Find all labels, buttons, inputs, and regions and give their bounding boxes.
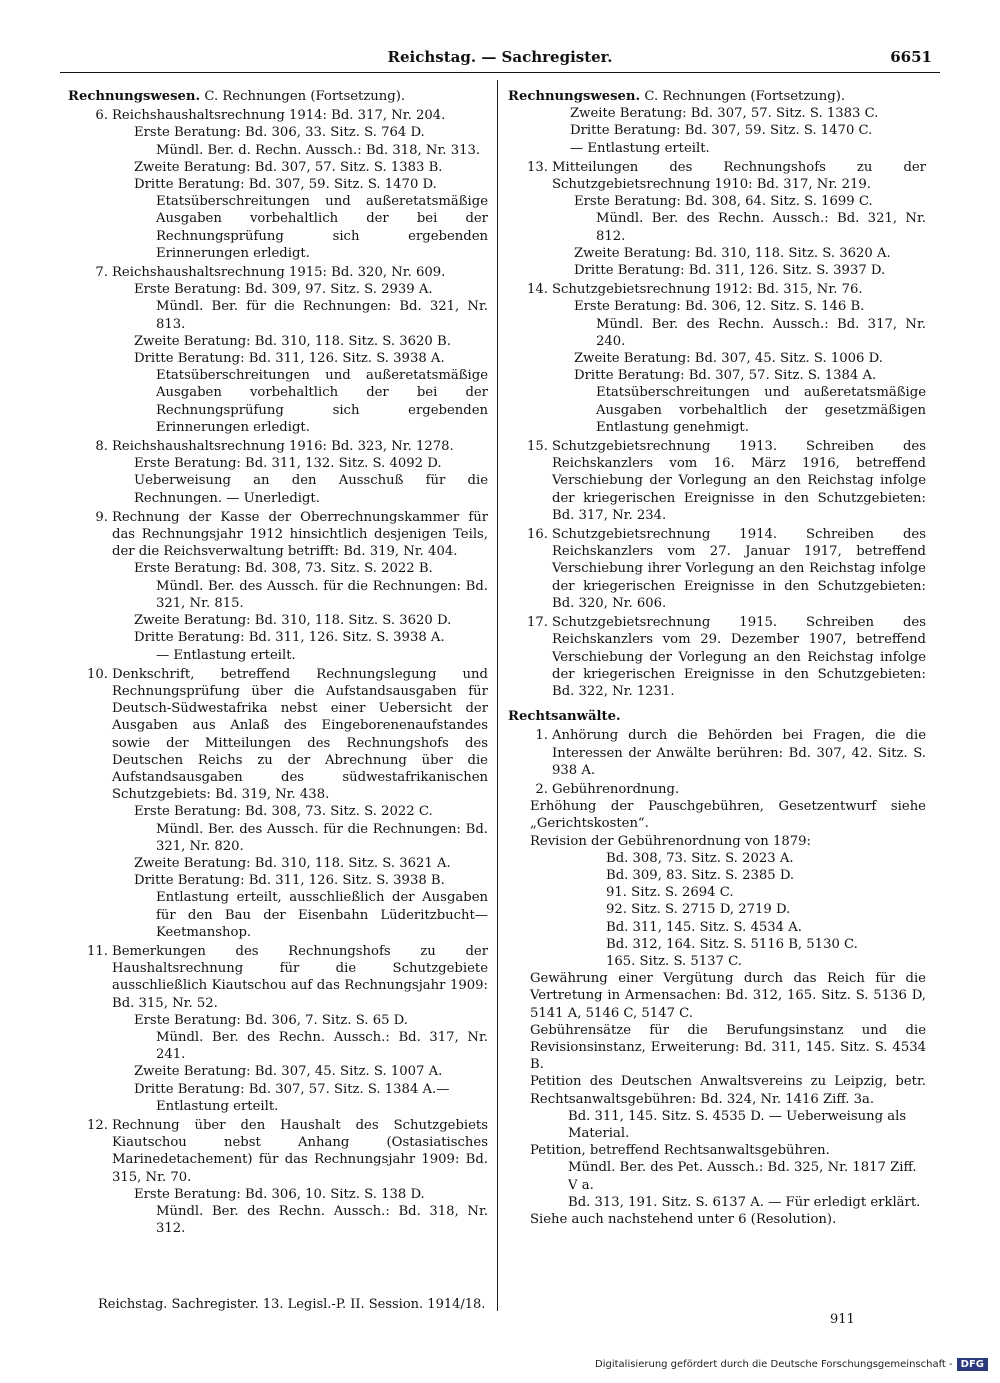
entry-detail: Entlastung erteilt. bbox=[156, 1098, 279, 1114]
entry-detail: Entlastung erteilt, ausschließlich der Ausgaben für den Bau der Eisenbahn Lüderitzbucht—Keetmanshop. bbox=[156, 890, 488, 940]
entry-detail: Zweite Beratung: Bd. 310, 118. Sitz. S. 3621 A. bbox=[134, 855, 451, 871]
entry-number: 17. bbox=[527, 615, 548, 631]
continuation-line: Zweite Beratung: Bd. 307, 57. Sitz. S. 1383 C. bbox=[570, 106, 879, 122]
footer-imprint: Reichstag. Sachregister. 13. Legisl.-P. II. Session. 1914/18. bbox=[98, 1297, 486, 1312]
entry-detail: Erste Beratung: Bd. 309, 97. Sitz. S. 2939 A. bbox=[134, 282, 433, 298]
entry-title: Reichshaushaltsrechnung 1916: Bd. 323, Nr. 1278. bbox=[112, 439, 454, 455]
entry-detail: Mündl. Ber. des Pet. Aussch.: Bd. 325, Nr. 1817 Ziff. V a. bbox=[568, 1160, 917, 1193]
entry-detail: Bd. 312, 164. Sitz. S. 5116 B, 5130 C. bbox=[606, 936, 858, 952]
entry-title: Schutzgebietsrechnung 1912: Bd. 315, Nr. 76. bbox=[552, 282, 863, 298]
entry-detail: Bd. 311, 145. Sitz. S. 4534 A. bbox=[606, 919, 802, 935]
entry-detail: Revision der Gebührenordnung von 1879: bbox=[530, 833, 812, 849]
entry-detail: Zweite Beratung: Bd. 310, 118. Sitz. S. 3620 A. bbox=[574, 245, 891, 261]
entry-title: Bemerkungen des Rechnungshofs zu der Haushaltsrechnung für die Schutzgebiete ausschließlich Kiautschou auf das Rechnungsjahr 1909: Bd. 315, Nr. 52. bbox=[112, 943, 488, 1011]
entry-number: 11. bbox=[87, 943, 108, 959]
continuation-lines bbox=[508, 105, 926, 157]
entry-detail: Bd. 313, 191. Sitz. S. 6137 A. — Für erledigt erklärt. bbox=[568, 1194, 921, 1210]
section-subtitle: C. Rechnungen (Fortsetzung). bbox=[644, 89, 846, 104]
entry-detail: Zweite Beratung: Bd. 310, 118. Sitz. S. 3620 D. bbox=[134, 613, 452, 629]
section-title bbox=[508, 88, 926, 105]
dfg-logo-icon: DFG bbox=[957, 1358, 988, 1371]
entry-title: Denkschrift, betreffend Rechnungslegung und Rechnungsprüfung über die Aufstandsausgaben für Deutsch-Südwestafrika nebst einer Uebersicht der Ausgaben aus Anlaß des Eingeborenenaufstandes sowie der Mitteilungen des Rechnungshofs des Deutschen Reichs zu der Abrechnung über die Aufstandsausgaben des südwestafrikanischen Schutzgebiets: Bd. 319, Nr. 438. bbox=[112, 666, 488, 803]
entry-detail: 91. Sitz. S. 2694 C. bbox=[606, 885, 734, 901]
entry-detail: Etatsüberschreitungen und außeretatsmäßige Ausgaben vorbehaltlich der bei der Rechnungsprüfung sich ergebenden Erinnerungen erledigt. bbox=[156, 194, 488, 261]
entry-detail: Dritte Beratung: Bd. 307, 57. Sitz. S. 1384 A.— bbox=[134, 1081, 450, 1097]
entry-detail: Erste Beratung: Bd. 306, 10. Sitz. S. 138 D. bbox=[134, 1186, 425, 1202]
right-entries bbox=[508, 159, 926, 700]
section2-title-text: Rechtsanwälte. bbox=[508, 709, 621, 725]
entry-detail: Etatsüberschreitungen und außeretatsmäßige Ausgaben vorbehaltlich der bei der Rechnungsprüfung sich ergebenden Erinnerungen erledigt. bbox=[156, 368, 488, 435]
continuation-line: — Entlastung erteilt. bbox=[570, 140, 710, 156]
page-number: 6651 bbox=[890, 48, 932, 66]
entry-detail: Mündl. Ber. für die Rechnungen: Bd. 321, Nr. 813. bbox=[156, 299, 488, 332]
entry-detail: Erste Beratung: Bd. 308, 73. Sitz. S. 2022 C. bbox=[134, 804, 433, 820]
entry-detail: Erste Beratung: Bd. 306, 7. Sitz. S. 65 D. bbox=[134, 1012, 408, 1028]
entry-number: 6. bbox=[95, 108, 108, 124]
entry-item bbox=[508, 727, 926, 779]
entry-item bbox=[68, 1117, 488, 1237]
entry-item bbox=[508, 159, 926, 279]
entry-title: Rechnung über den Haushalt des Schutzgebiets Kiautschou nebst Anhang (Ostasiatisches Marinedetachement) für das Rechnungsjahr 1909: Bd. 315, Nr. 70. bbox=[112, 1117, 488, 1185]
entry-detail: Erste Beratung: Bd. 311, 132. Sitz. S. 4092 D. bbox=[134, 456, 442, 472]
entry-detail: Petition, betreffend Rechtsanwaltsgebühren. bbox=[530, 1143, 830, 1159]
entry-detail: Dritte Beratung: Bd. 311, 126. Sitz. S. 3938 B. bbox=[134, 873, 445, 889]
entry-title: Schutzgebietsrechnung 1914. Schreiben des Reichskanzlers vom 27. Januar 1917, betreffend Verschiebung ihrer Vorlegung an den Reichstag infolge der kriegerischen Ereignisse in den Schutzgebieten: Bd. 320, Nr. 606. bbox=[552, 527, 926, 611]
section2-title bbox=[508, 708, 926, 725]
dfg-credit bbox=[595, 1358, 988, 1371]
entry-number: 8. bbox=[95, 439, 108, 455]
entry-item bbox=[68, 107, 488, 262]
entry-detail: Gewährung einer Vergütung durch das Reich für die Vertretung in Armensachen: Bd. 312, 165. Sitz. S. 5136 D, 5141 A, 5146 C, 5147 C. bbox=[530, 971, 926, 1021]
entry-item bbox=[508, 526, 926, 612]
entry-title: Schutzgebietsrechnung 1915. Schreiben des Reichskanzlers vom 29. Dezember 1907, betreffend Verschiebung der Vorlegung an den Reichstag infolge der kriegerischen Ereignisse in den Schutzgebieten: Bd. 322, Nr. 1231. bbox=[552, 615, 926, 699]
entry-item bbox=[68, 943, 488, 1115]
section2-entries bbox=[508, 727, 926, 1228]
entry-detail: Dritte Beratung: Bd. 307, 59. Sitz. S. 1470 D. bbox=[134, 177, 437, 193]
section-title-main: Rechnungswesen. bbox=[508, 89, 641, 104]
entry-detail: 92. Sitz. S. 2715 D, 2719 D. bbox=[606, 902, 791, 918]
entry-number: 14. bbox=[527, 282, 548, 298]
entry-detail: 165. Sitz. S. 5137 C. bbox=[606, 953, 742, 969]
entry-detail: Erhöhung der Pauschgebühren, Gesetzentwurf siehe „Gerichtskosten“. bbox=[530, 799, 926, 832]
left-column bbox=[68, 88, 488, 1237]
left-entries bbox=[68, 107, 488, 1237]
entry-detail: Dritte Beratung: Bd. 311, 126. Sitz. S. 3938 A. bbox=[134, 630, 445, 646]
entry-detail: Dritte Beratung: Bd. 311, 126. Sitz. S. 3938 A. bbox=[134, 351, 445, 367]
entry-title: Reichshaushaltsrechnung 1915: Bd. 320, Nr. 609. bbox=[112, 265, 446, 281]
column-divider bbox=[497, 80, 498, 1311]
entry-number: 7. bbox=[95, 265, 108, 281]
entry-number: 10. bbox=[87, 666, 108, 682]
entry-detail: Gebührensätze für die Berufungsinstanz und die Revisionsinstanz, Erweiterung: Bd. 311, 145. Sitz. S. 4534 B. bbox=[530, 1022, 926, 1073]
entry-title: Anhörung durch die Behörden bei Fragen, die die Interessen der Anwälte berühren: Bd. 307, 42. Sitz. S. 938 A. bbox=[552, 728, 926, 778]
continuation-line: Dritte Beratung: Bd. 307, 59. Sitz. S. 1470 C. bbox=[570, 123, 873, 139]
entry-detail: Mündl. Ber. des Rechn. Aussch.: Bd. 318, Nr. 312. bbox=[156, 1204, 488, 1237]
entry-detail: Bd. 311, 145. Sitz. S. 4535 D. — Ueberweisung als Material. bbox=[568, 1108, 907, 1141]
entry-detail: Erste Beratung: Bd. 306, 33. Sitz. S. 764 D. bbox=[134, 125, 425, 141]
entry-detail: Dritte Beratung: Bd. 307, 57. Sitz. S. 1384 A. bbox=[574, 368, 877, 384]
entry-title: Rechnung der Kasse der Oberrechnungskammer für das Rechnungsjahr 1912 hinsichtlich desjenigen Teils, der die Reichsverwaltung betrifft: Bd. 319, Nr. 404. bbox=[112, 509, 488, 560]
page-header bbox=[60, 48, 940, 70]
right-column bbox=[508, 88, 926, 1228]
header-title: Reichstag. — Sachregister. bbox=[387, 48, 613, 66]
entry-item bbox=[68, 264, 488, 436]
footer-page-number: 911 bbox=[830, 1312, 855, 1327]
entry-detail: Siehe auch nachstehend unter 6 (Resolution). bbox=[530, 1212, 837, 1227]
entry-detail: Bd. 309, 83. Sitz. S. 2385 D. bbox=[606, 867, 795, 883]
entry-detail: — Entlastung erteilt. bbox=[156, 647, 296, 663]
entry-number: 13. bbox=[527, 159, 548, 175]
entry-detail: Mündl. Ber. des Rechn. Aussch.: Bd. 321, Nr. 812. bbox=[596, 211, 926, 244]
entry-detail: Erste Beratung: Bd. 308, 73. Sitz. S. 2022 B. bbox=[134, 561, 433, 577]
entry-number: 16. bbox=[527, 527, 548, 543]
entry-detail: Zweite Beratung: Bd. 307, 57. Sitz. S. 1383 B. bbox=[134, 159, 443, 175]
entry-number: 9. bbox=[95, 509, 108, 525]
entry-detail: Mündl. Ber. des Rechn. Aussch.: Bd. 317, Nr. 240. bbox=[596, 316, 926, 349]
entry-item bbox=[68, 438, 488, 507]
entry-item bbox=[68, 509, 488, 664]
entry-detail: Etatsüberschreitungen und außeretatsmäßige Ausgaben vorbehaltlich der gesetzmäßigen Entlastung genehmigt. bbox=[596, 385, 926, 435]
entry-detail: Bd. 308, 73. Sitz. S. 2023 A. bbox=[606, 850, 794, 866]
entry-number: 15. bbox=[527, 439, 548, 455]
entry-number: 12. bbox=[87, 1117, 108, 1133]
entry-item bbox=[508, 781, 926, 798]
entry-title: Reichshaushaltsrechnung 1914: Bd. 317, Nr. 204. bbox=[112, 108, 446, 124]
entry-detail: Zweite Beratung: Bd. 307, 45. Sitz. S. 1007 A. bbox=[134, 1064, 443, 1080]
entry-detail: Erste Beratung: Bd. 308, 64. Sitz. S. 1699 C. bbox=[574, 194, 873, 210]
entry-title: Gebührenordnung. bbox=[552, 781, 680, 797]
entry-item bbox=[508, 281, 926, 436]
entry-number: 1. bbox=[535, 728, 548, 744]
section-title bbox=[68, 88, 488, 105]
entry-detail: Dritte Beratung: Bd. 311, 126. Sitz. S. 3937 D. bbox=[574, 263, 886, 279]
entry-detail: Mündl. Ber. des Rechn. Aussch.: Bd. 317, Nr. 241. bbox=[156, 1029, 488, 1063]
entry-item bbox=[508, 438, 926, 524]
entry-detail: Mündl. Ber. d. Rechn. Aussch.: Bd. 318, Nr. 313. bbox=[156, 142, 481, 158]
entry-detail: Mündl. Ber. des Aussch. für die Rechnungen: Bd. 321, Nr. 815. bbox=[156, 578, 488, 611]
entry-detail: Petition des Deutschen Anwaltsvereins zu Leipzig, betr. Rechtsanwaltsgebühren: Bd. 324, Nr. 1416 Ziff. 3a. bbox=[530, 1074, 926, 1107]
dfg-credit-text: Digitalisierung gefördert durch die Deutsche Forschungsgemeinschaft - bbox=[595, 1359, 953, 1370]
entry-number: 2. bbox=[535, 781, 548, 797]
entry-title: Mitteilungen des Rechnungshofs zu der Schutzgebietsrechnung 1910: Bd. 317, Nr. 219. bbox=[552, 159, 926, 193]
entry-detail: Zweite Beratung: Bd. 310, 118. Sitz. S. 3620 B. bbox=[134, 333, 451, 349]
section-subtitle: C. Rechnungen (Fortsetzung). bbox=[204, 89, 406, 104]
entry-title: Schutzgebietsrechnung 1913. Schreiben des Reichskanzlers vom 16. März 1916, betreffend Verschiebung der Vorlegung an den Reichstag infolge der kriegerischen Ereignisse in den Schutzgebieten: Bd. 317, Nr. 234. bbox=[552, 439, 926, 523]
header-rule bbox=[60, 72, 940, 73]
entry-detail: Erste Beratung: Bd. 306, 12. Sitz. S. 146 B. bbox=[574, 299, 865, 315]
entry-detail: Ueberweisung an den Ausschuß für die Rechnungen. — Unerledigt. bbox=[134, 473, 488, 506]
entry-detail: Zweite Beratung: Bd. 307, 45. Sitz. S. 1006 D. bbox=[574, 351, 883, 367]
entry-detail: Mündl. Ber. des Aussch. für die Rechnungen: Bd. 321, Nr. 820. bbox=[156, 821, 488, 854]
entry-item bbox=[508, 614, 926, 700]
entry-item bbox=[68, 666, 488, 941]
section-title-main: Rechnungswesen. bbox=[68, 89, 201, 104]
